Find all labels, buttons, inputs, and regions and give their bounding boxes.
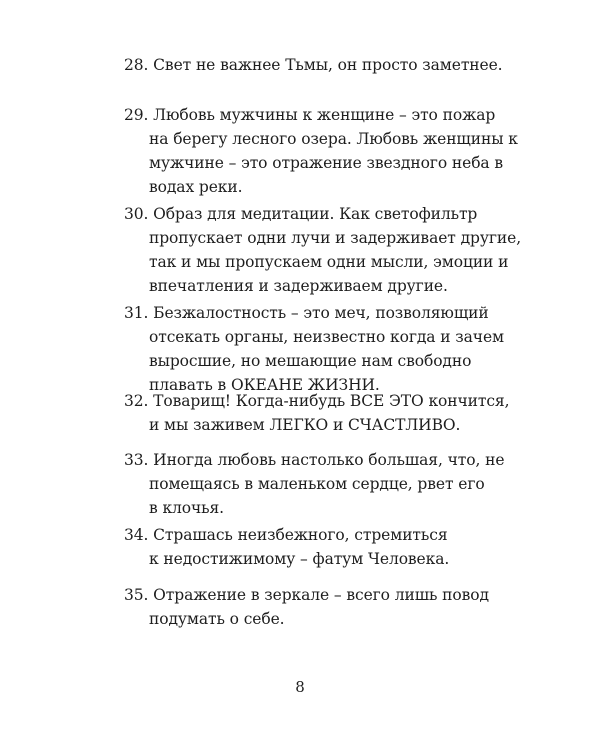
- aphorism-line: так и мы пропускаем одни мысли, эмоции и: [149, 253, 509, 271]
- aphorism-line: 34. Страшась неизбежного, стремиться: [124, 526, 448, 544]
- aphorism-line: пропускает одни лучи и задерживает другие,: [149, 229, 522, 247]
- aphorism-line: 31. Безжалостность – это меч, позволяющий: [124, 304, 489, 322]
- aphorism-28: [124, 53, 503, 77]
- aphorism-32: [124, 389, 510, 437]
- aphorism-33: [124, 448, 505, 520]
- aphorism-31: [124, 301, 504, 397]
- aphorism-line: 30. Образ для медитации. Как светофильтр: [124, 205, 478, 223]
- aphorism-line: и мы заживем ЛЕГКО и СЧАСТЛИВО.: [149, 416, 461, 434]
- aphorism-line: мужчине – это отражение звездного неба в: [149, 154, 504, 172]
- aphorism-line: в клочья.: [149, 499, 225, 517]
- aphorism-line: помещаясь в маленьком сердце, рвет его: [149, 475, 485, 493]
- aphorism-30: [124, 202, 522, 298]
- aphorism-29: [124, 103, 518, 199]
- aphorism-line: 32. Товарищ! Когда-нибудь ВСЕ ЭТО кончится,: [124, 392, 510, 410]
- aphorism-line: подумать о себе.: [149, 610, 285, 628]
- aphorism-line: 35. Отражение в зеркале – всего лишь повод: [124, 586, 489, 604]
- aphorism-34: [124, 523, 484, 571]
- aphorism-35: [124, 583, 489, 631]
- aphorism-line: 33. Иногда любовь настолько большая, что, не: [124, 451, 505, 469]
- aphorism-line: 28. Свет не важнее Тьмы, он просто заметнее.: [124, 56, 503, 74]
- page-number: 8: [295, 678, 305, 696]
- aphorism-line: впечатления и задерживаем другие.: [149, 277, 448, 295]
- aphorism-line: к недостижимому – фатум Человека.: [149, 550, 450, 568]
- aphorism-line: на берегу лесного озера. Любовь женщины к: [149, 130, 518, 148]
- aphorism-line: выросшие, но мешающие нам свободно: [149, 352, 472, 370]
- aphorism-line: водах реки.: [149, 178, 243, 196]
- aphorism-line: 29. Любовь мужчины к женщине – это пожар: [124, 106, 496, 124]
- aphorism-line: плавать в ОКЕАНЕ ЖИЗНИ.: [149, 376, 380, 394]
- aphorism-line: отсекать органы, неизвестно когда и зачем: [149, 328, 504, 346]
